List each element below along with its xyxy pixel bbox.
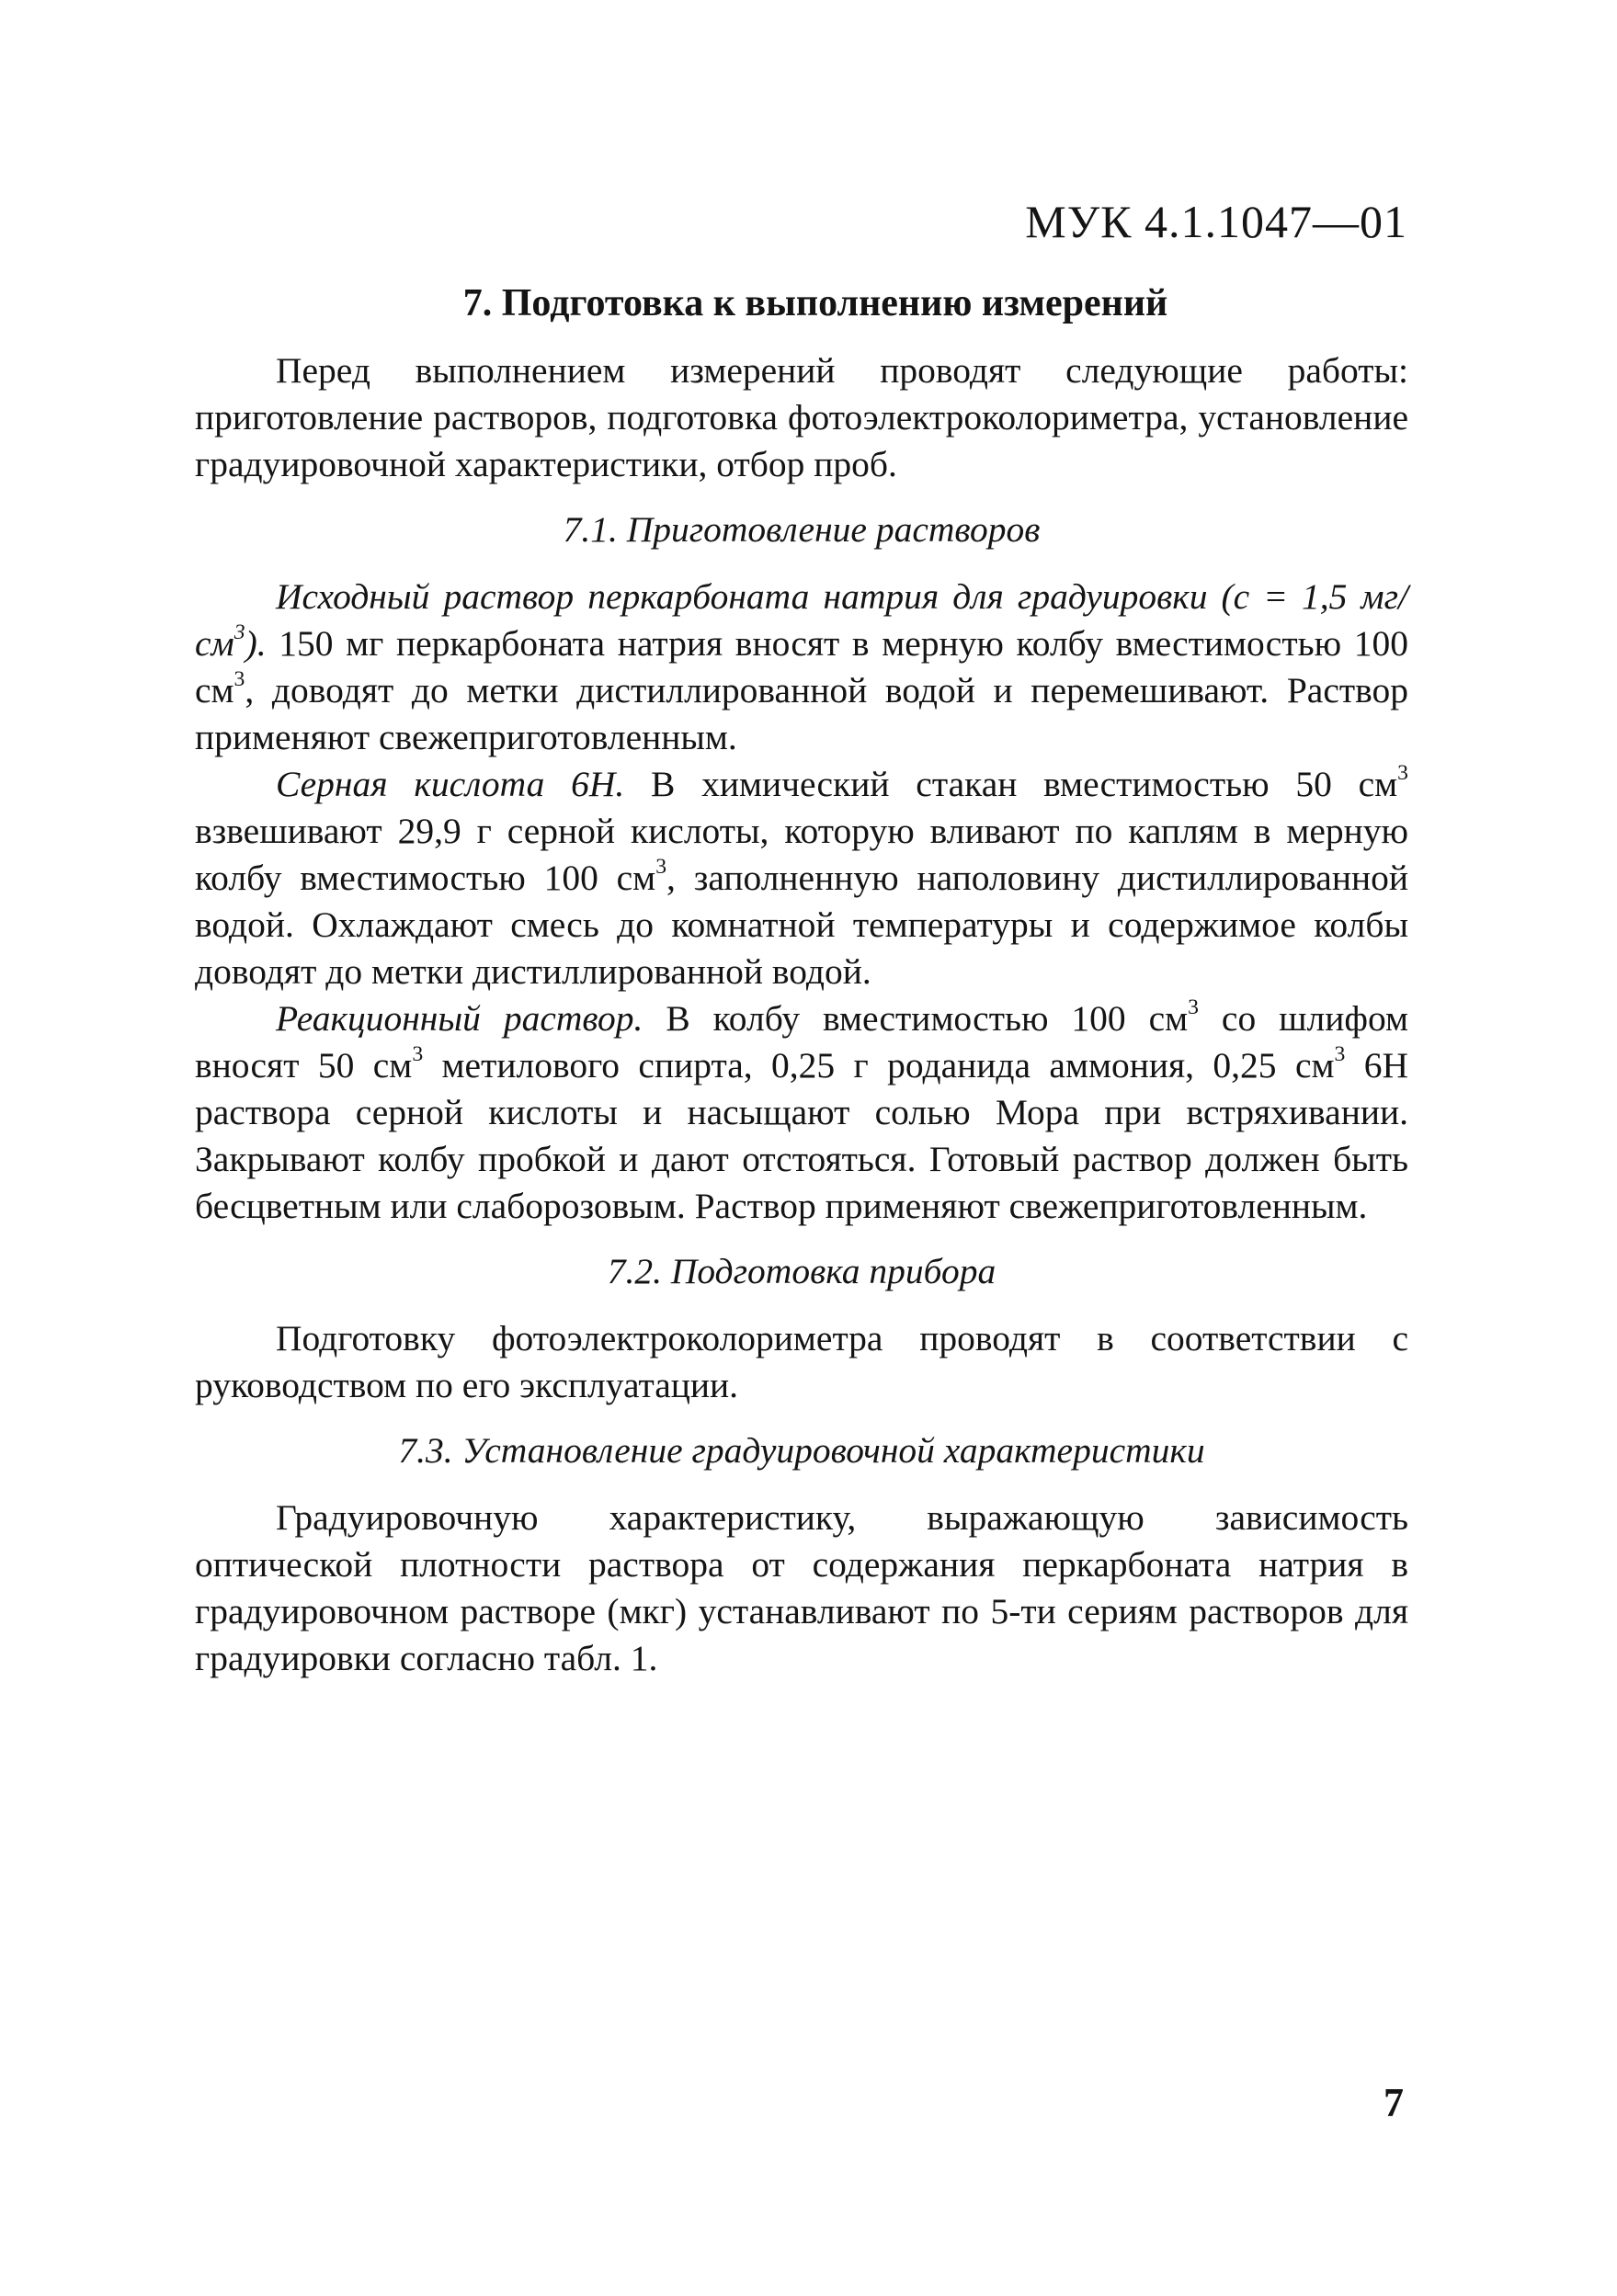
superscript: 3: [233, 620, 245, 645]
page-content: [195, 280, 1408, 1682]
paragraph-stock-solution: [195, 574, 1408, 761]
subsection-7-2-title: 7.2. Подготовка прибора: [607, 1251, 996, 1291]
paragraph-text: 150 мг перкарбоната натрия вносят в мерную колбу вместимостью 100 см: [195, 623, 1408, 710]
superscript: 3: [412, 1042, 424, 1067]
section-7-intro: Перед выполнением измерений проводят следующие работы: приготовление растворов, подготовка фотоэлектроколориметра, установление градуировочной характеристики, отбор проб.: [195, 350, 1408, 484]
lead-text-end: ).: [245, 623, 267, 664]
paragraph-device-preparation: Подготовку фотоэлектроколориметра проводят в соответствии с руководством по его эксплуатации.: [195, 1318, 1408, 1405]
paragraph-text: В химический стакан вместимостью 50 см: [624, 764, 1398, 804]
paragraph-text: , доводят до метки дистиллированной водой и перемешивают. Раствор применяют свежеприготовленным.: [195, 670, 1408, 757]
paragraph-text: метилового спирта, 0,25 г роданида аммония, 0,25 см: [423, 1045, 1335, 1085]
superscript: 3: [1334, 1042, 1346, 1067]
paragraph-lead: Серная кислота 6Н.: [276, 764, 625, 804]
superscript: 3: [1188, 995, 1199, 1020]
document-code: МУК 4.1.1047—01: [1025, 196, 1407, 247]
paragraph-text: 6Н раствора серной кислоты и насыщают солью Мора при встряхивании. Закрывают колбу пробкой и дают отстояться. Готовый раствор должен быть бесцветным или слаборозовым. Раствор применяют свежеприготовленным.: [195, 1045, 1409, 1226]
lead-text: Исходный раствор перкарбоната натрия для градуировки (с = 1,5 мг/см: [195, 576, 1408, 664]
superscript: 3: [233, 667, 245, 692]
subsection-7-3-title: 7.3. Установление градуировочной характеристики: [398, 1430, 1205, 1471]
paragraph-reaction-solution: [195, 995, 1408, 1230]
paragraph-text: взвешивают 29,9 г серной кислоты, которую вливают по каплям в мерную колбу вместимостью 100 см: [195, 811, 1408, 898]
paragraph-calibration: Градуировочную характеристику, выражающую зависимость оптической плотности раствора от содержания перкарбоната натрия в градуировочном растворе (мкг) устанавливают по 5-ти сериям растворов для градуировки согласно табл. 1.: [195, 1497, 1408, 1678]
paragraph-text: , заполненную наполовину дистиллированной водой. Охлаждают смесь до комнатной температуры и содержимое колбы доводят до метки дистиллированной водой.: [195, 858, 1408, 992]
page-number: 7: [1384, 2080, 1404, 2125]
paragraph-text: В колбу вместимостью 100 см: [643, 998, 1189, 1039]
paragraph-lead: Реакционный раствор.: [276, 998, 643, 1039]
paragraph-sulfuric-acid: [195, 761, 1408, 995]
superscript: 3: [655, 855, 667, 880]
paragraph-text: со шлифом вносят 50 см: [195, 998, 1408, 1085]
subsection-7-1-title: 7.1. Приготовление растворов: [563, 509, 1041, 550]
superscript: 3: [1397, 761, 1408, 786]
section-7-title: 7. Подготовка к выполнению измерений: [462, 282, 1168, 324]
